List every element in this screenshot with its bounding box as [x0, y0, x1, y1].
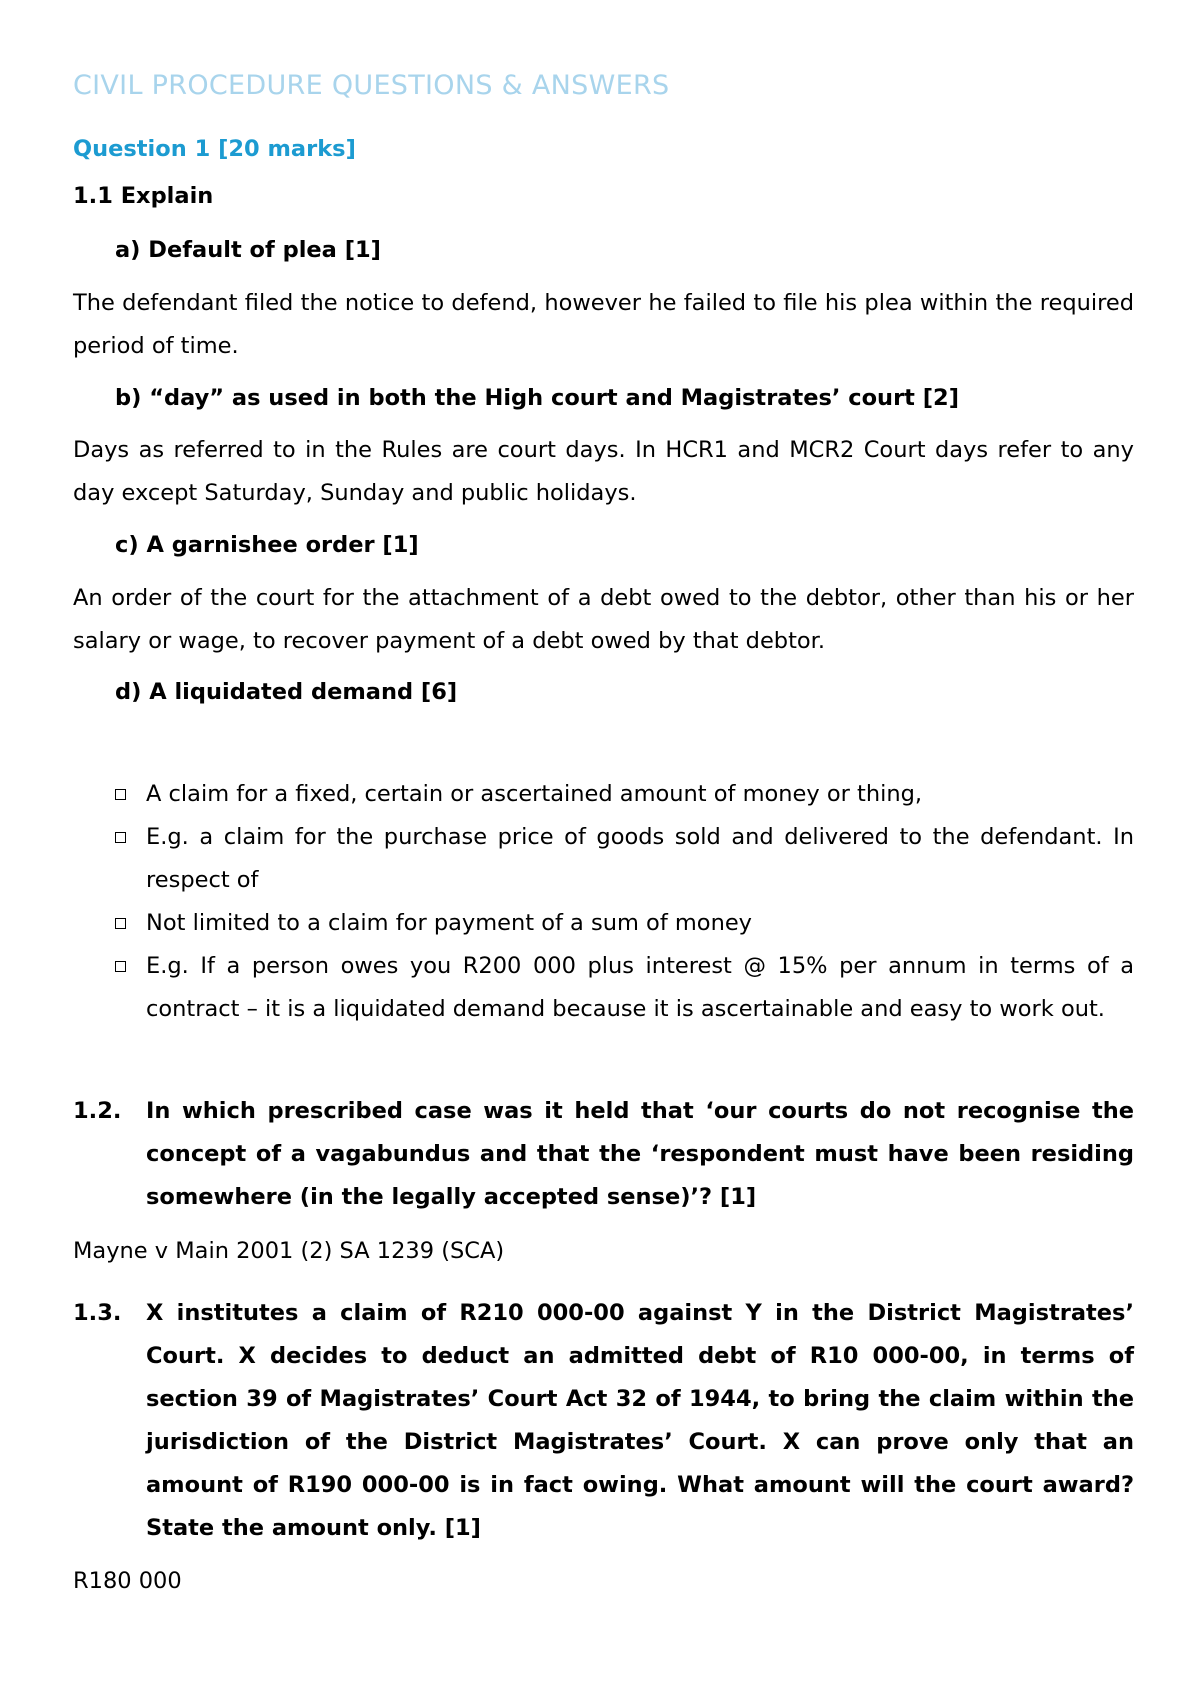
- subquestion-c-label: c) A garnishee order [1]: [115, 532, 419, 558]
- question-1-3: [73, 1292, 1134, 1550]
- square-bullet-icon: [115, 832, 126, 843]
- question-text: In which prescribed case was it held that ‘our courts do not recognise the concept of a vagabundus and that the ‘respondent must have been residing somewhere (in the legally accepted sense)’? [1]: [146, 1098, 1134, 1210]
- list-item: [73, 773, 1134, 816]
- section-heading-1-1: 1.1 Explain: [73, 183, 214, 209]
- list-item: [73, 816, 1134, 902]
- question-1-2-answer: Mayne v Main 2001 (2) SA 1239 (SCA): [73, 1238, 505, 1264]
- subquestion-b-label: b) “day” as used in both the High court and Magistrates’ court [2]: [115, 385, 959, 411]
- list-item: [73, 902, 1134, 945]
- question-1-2: [73, 1090, 1134, 1219]
- question-text: X institutes a claim of R210 000-00 against Y in the District Magistrates’ Court. X decides to deduct an admitted debt of R10 000-00, in terms of section 39 of Magistrates’ Court Act 32 of 1944, to bring the claim within the jurisdiction of the District Magistrates’ Court. X can prove only that an amount of R190 000-00 is in fact owing. What amount will the court award? State the amount only. [1]: [146, 1300, 1134, 1541]
- question-number: 1.2.: [73, 1098, 122, 1124]
- subquestion-b-answer: Days as referred to in the Rules are court days. In HCR1 and MCR2 Court days refer to any day except Saturday, Sunday and public holidays.: [73, 437, 1134, 506]
- list-item: [73, 945, 1134, 1031]
- bullet-text: E.g. If a person owes you R200 000 plus interest @ 15% per annum in terms of a contract – it is a liquidated demand because it is ascertainable and easy to work out.: [146, 953, 1134, 1022]
- document-title: CIVIL PROCEDURE QUESTIONS & ANSWERS: [73, 70, 670, 101]
- bullet-text: Not limited to a claim for payment of a sum of money: [146, 910, 752, 936]
- liquidated-demand-bullet-list: [73, 773, 1134, 1031]
- question-1-3-answer: R180 000: [73, 1568, 182, 1594]
- square-bullet-icon: [115, 961, 126, 972]
- question-number: 1.3.: [73, 1300, 122, 1326]
- question-heading: Question 1 [20 marks]: [73, 136, 356, 162]
- subquestion-c-answer: An order of the court for the attachment of a debt owed to the debtor, other than his or her salary or wage, to recover payment of a debt owed by that debtor.: [73, 585, 1134, 654]
- subquestion-d-label: d) A liquidated demand [6]: [115, 679, 458, 705]
- square-bullet-icon: [115, 789, 126, 800]
- bullet-text: A claim for a fixed, certain or ascertained amount of money or thing,: [146, 781, 923, 807]
- bullet-text: E.g. a claim for the purchase price of goods sold and delivered to the defendant. In respect of: [146, 824, 1134, 893]
- subquestion-a-answer: The defendant filed the notice to defend, however he failed to file his plea within the required period of time.: [73, 290, 1134, 359]
- square-bullet-icon: [115, 918, 126, 929]
- subquestion-a-label: a) Default of plea [1]: [115, 237, 381, 263]
